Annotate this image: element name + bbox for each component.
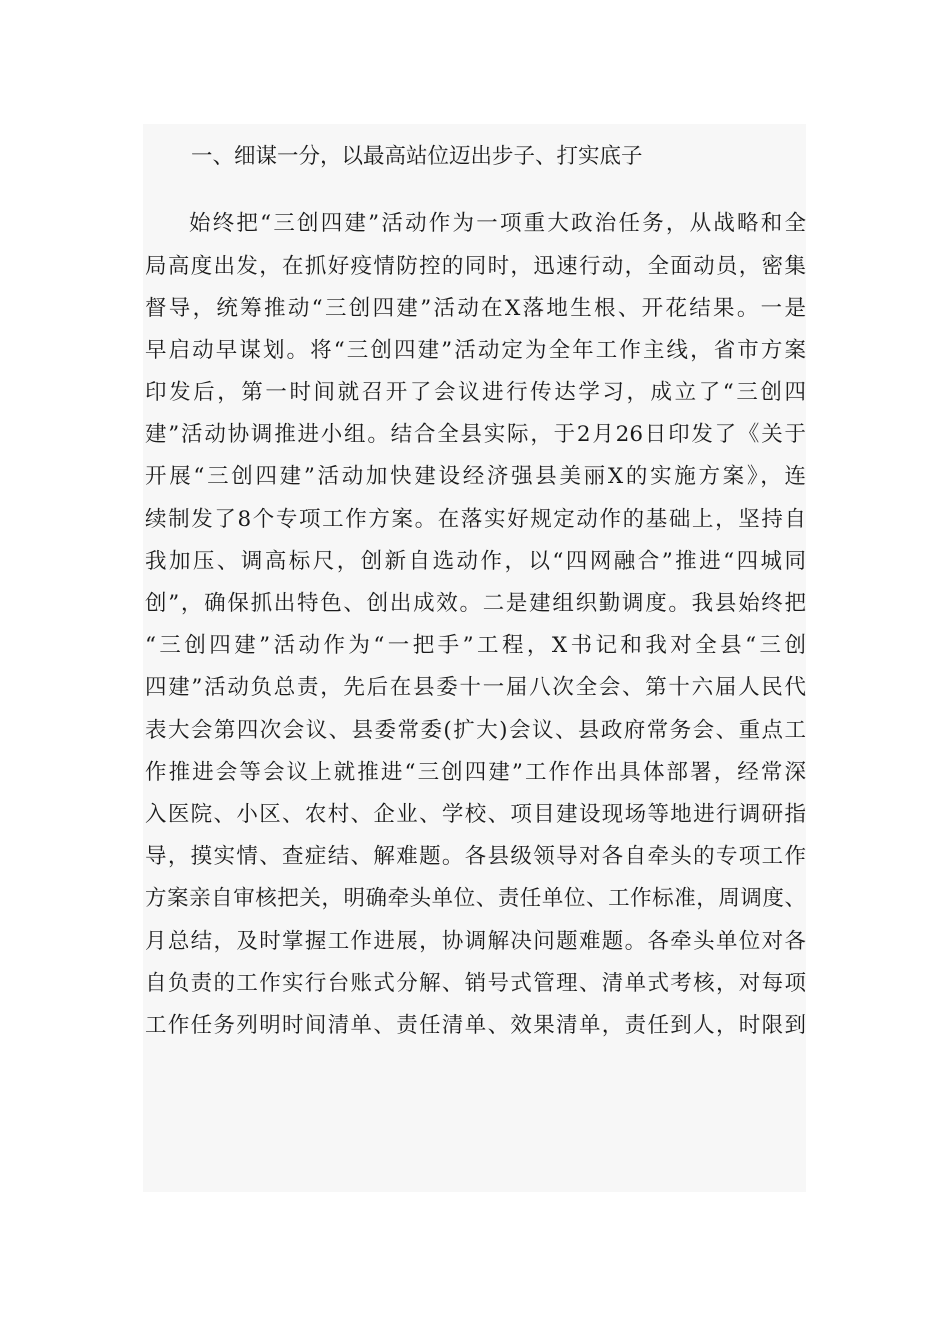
- paragraph-line: 督导，统筹推动“三创四建”活动在X落地生根、开花结果。一是: [145, 296, 806, 321]
- paragraph-line: 四建”活动负总责，先后在县委十一届八次全会、第十六届人民代: [145, 675, 806, 700]
- paragraph-line: 开展“三创四建”活动加快建设经济强县美丽X的实施方案》，连: [145, 464, 806, 489]
- paragraph-line: 方案亲自审核把关，明确牵头单位、责任单位、工作标准，周调度、: [145, 886, 806, 911]
- paragraph-line: 作推进会等会议上就推进“三创四建”工作作出具体部署，经常深: [145, 760, 806, 785]
- paragraph-line: 自负责的工作实行台账式分解、销号式管理、清单式考核，对每项: [145, 971, 806, 996]
- paragraph-line: “三创四建”活动作为“一把手”工程，X书记和我对全县“三创: [145, 633, 806, 658]
- document-body: [143, 124, 806, 1192]
- paragraph-line: 月总结，及时掌握工作进展，协调解决问题难题。各牵头单位对各: [145, 929, 806, 954]
- paragraph-line: 入医院、小区、农村、企业、学校、项目建设现场等地进行调研指: [145, 802, 806, 827]
- paragraph-line: 早启动早谋划。将“三创四建”活动定为全年工作主线，省市方案: [145, 338, 806, 363]
- paragraph-line: 我加压、调高标尺，创新自选动作，以“四网融合”推进“四城同: [145, 549, 806, 574]
- paragraph-line: 导，摸实情、查症结、解难题。各县级领导对各自牵头的专项工作: [145, 844, 806, 869]
- paragraph-line: 工作任务列明时间清单、责任清单、效果清单，责任到人，时限到: [145, 1013, 806, 1038]
- paragraph-line: 始终把“三创四建”活动作为一项重大政治任务，从战略和全: [189, 211, 806, 236]
- paragraph-line: 建”活动协调推进小组。结合全县实际，于2月26日印发了《关于: [145, 422, 806, 447]
- paragraph-line: 创”，确保抓出特色、创出成效。二是建组织勤调度。我县始终把: [145, 591, 806, 616]
- paragraph-line: 表大会第四次会议、县委常委(扩大)会议、县政府常务会、重点工: [145, 718, 806, 743]
- paragraph-line: 局高度出发，在抓好疫情防控的同时，迅速行动，全面动员，密集: [145, 254, 806, 279]
- paragraph-line: 印发后，第一时间就召开了会议进行传达学习，成立了“三创四: [145, 380, 806, 405]
- paragraph-line: 续制发了8个专项工作方案。在落实好规定动作的基础上，坚持自: [145, 507, 806, 532]
- section-heading: 一、细谋一分，以最高站位迈出步子、打实底子: [191, 144, 643, 169]
